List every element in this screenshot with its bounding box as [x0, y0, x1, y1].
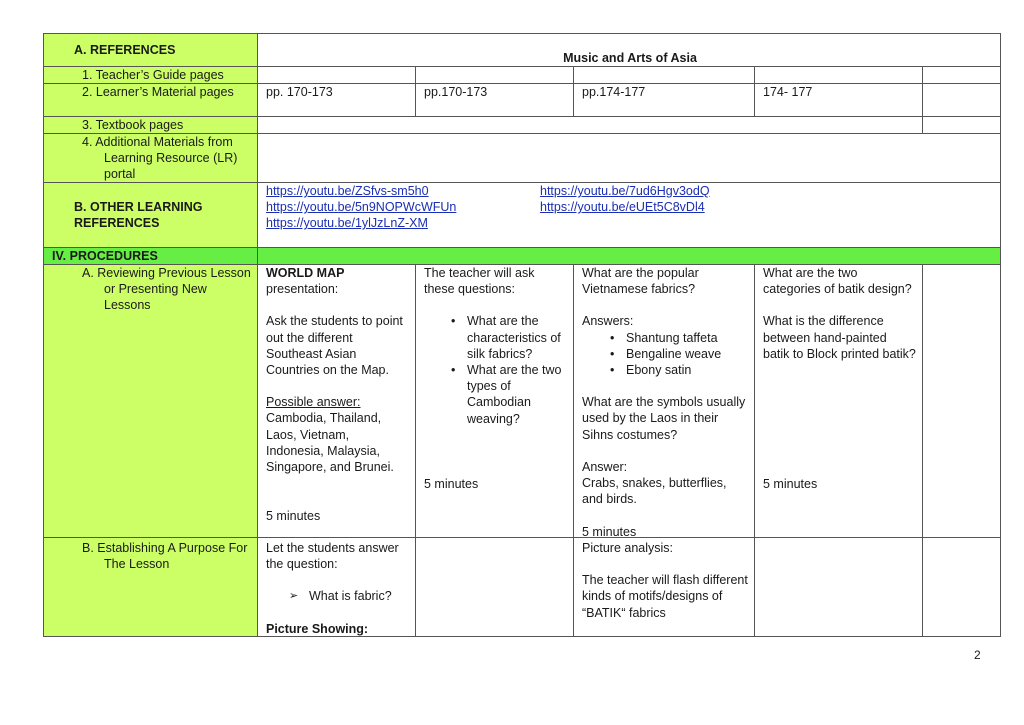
teachers-guide-label: 1. Teacher’s Guide pages	[82, 68, 224, 82]
review-col-1	[257, 264, 416, 538]
textbook-cell-last	[922, 116, 1001, 134]
procedures-heading-cell	[43, 247, 258, 265]
references-heading: A. REFERENCES	[74, 43, 176, 57]
review-col-5	[922, 264, 1001, 538]
teachers-guide-label-cell	[43, 66, 258, 84]
reviewing-label: A. Reviewing Previous Lesson or Presenting New Lessons	[82, 266, 251, 313]
purpose-col-3	[573, 537, 755, 637]
procedures-heading-fill	[257, 247, 1001, 265]
additional-materials-cell	[257, 133, 1001, 183]
tg-cell-4	[754, 66, 923, 84]
video-link-3[interactable]: https://youtu.be/1ylJzLnZ-XM	[266, 216, 428, 231]
lm-cell-2	[415, 83, 574, 117]
textbook-label: 3. Textbook pages	[82, 118, 184, 132]
review-col-4	[754, 264, 923, 538]
additional-materials-label-cell	[43, 133, 258, 183]
purpose-col-5	[922, 537, 1001, 637]
possible-answer-label: Possible answer:	[266, 395, 361, 410]
video-link-4[interactable]: https://youtu.be/7ud6Hgv3odQ	[540, 184, 710, 198]
subject-title: Music and Arts of Asia	[563, 51, 697, 65]
review-time-3: 5 minutes	[582, 525, 637, 538]
possible-answer: Cambodia, Thailand, Laos, Vietnam, Indonesia, Malaysia, Singapore, and Brunei.	[266, 411, 394, 475]
silk-question: • What are the characteristics of silk fabrics?	[467, 313, 565, 362]
other-refs-label-cell	[43, 182, 258, 248]
textbook-cell-main	[257, 116, 923, 134]
learners-material-label-cell	[43, 83, 258, 117]
review-col-3	[573, 264, 755, 538]
picture-analysis-text: The teacher will flash different kinds of motifs/designs of “BATIK“ fabrics	[582, 573, 748, 620]
page-number: 2	[974, 648, 981, 662]
tg-cell-1	[257, 66, 416, 84]
review-time-1: 5 minutes	[266, 509, 321, 523]
batik-categories-question: What are the two categories of batik design?	[763, 266, 912, 297]
other-refs-label: B. OTHER LEARNING REFERENCES	[74, 200, 203, 231]
purpose-label-cell	[43, 537, 258, 637]
purpose-col-2	[415, 537, 574, 637]
procedures-heading: IV. PROCEDURES	[52, 249, 158, 263]
world-map-title: WORLD MAP	[266, 266, 345, 280]
fabric-answer-2: • Bengaline weave	[626, 346, 748, 362]
weaving-question: • What are the two types of Cambodian weaving?	[467, 362, 565, 427]
tg-cell-5	[922, 66, 1001, 84]
purpose-col-1	[257, 537, 416, 637]
lm-cell-5	[922, 83, 1001, 117]
vietnamese-fabrics-question: What are the popular Vietnamese fabrics?	[582, 266, 699, 297]
review-time-2: 5 minutes	[424, 477, 479, 491]
lesson-plan-table	[43, 33, 1001, 637]
additional-materials-label: 4. Additional Materials from Learning Resource (LR) portal	[82, 135, 238, 182]
world-map-presentation: presentation:	[266, 282, 339, 297]
purpose-label: B. Establishing A Purpose For The Lesson	[82, 541, 248, 572]
video-link-2[interactable]: https://youtu.be/5n9NOPWcWFUn	[266, 200, 457, 215]
video-link-5[interactable]: https://youtu.be/eUEt5C8vDl4	[540, 200, 705, 215]
laos-symbols-question: What are the symbols usually used by the Laos in their Sihns costumes?	[582, 395, 746, 442]
tg-cell-2	[415, 66, 574, 84]
batik-difference-question: What is the difference between hand-painted batik to Block printed batik?	[763, 314, 916, 361]
world-map-instruction: Ask the students to point out the different Southeast Asian Countries on the Map.	[266, 314, 403, 378]
lm-pages-3: pp.174-177	[582, 85, 646, 99]
subject-title-cell	[257, 33, 1001, 67]
picture-analysis-title: Picture analysis:	[582, 541, 674, 555]
teacher-questions-intro: The teacher will ask these questions:	[424, 266, 535, 297]
lm-cell-1	[257, 83, 416, 117]
lm-cell-4	[754, 83, 923, 117]
textbook-label-cell	[43, 116, 258, 134]
purpose-col-4	[754, 537, 923, 637]
picture-showing-label: Picture Showing:	[266, 621, 369, 636]
fabric-answer-1: • Shantung taffeta	[626, 330, 748, 346]
references-heading-cell	[43, 33, 258, 67]
lm-pages-2: pp.170-173	[424, 85, 488, 99]
other-refs-links-cell	[257, 182, 1001, 248]
fabric-answer-3: • Ebony satin	[626, 362, 748, 378]
laos-symbols-answer: Crabs, snakes, butterflies, and birds.	[582, 476, 727, 507]
fabric-question: ➢ What is fabric?	[309, 588, 409, 604]
tg-cell-3	[573, 66, 755, 84]
lm-pages-4: 174- 177	[763, 85, 813, 99]
review-col-2	[415, 264, 574, 538]
learners-material-label: 2. Learner’s Material pages	[82, 85, 234, 99]
answer-label-2: Answer:	[582, 459, 628, 474]
video-link-1[interactable]: https://youtu.be/ZSfvs-sm5h0	[266, 184, 429, 198]
lm-cell-3	[573, 83, 755, 117]
reviewing-label-cell	[43, 264, 258, 538]
purpose-intro: Let the students answer the question:	[266, 541, 399, 572]
lm-pages-1: pp. 170-173	[266, 85, 333, 99]
review-time-4: 5 minutes	[763, 477, 818, 491]
answers-label: Answers:	[582, 314, 634, 329]
